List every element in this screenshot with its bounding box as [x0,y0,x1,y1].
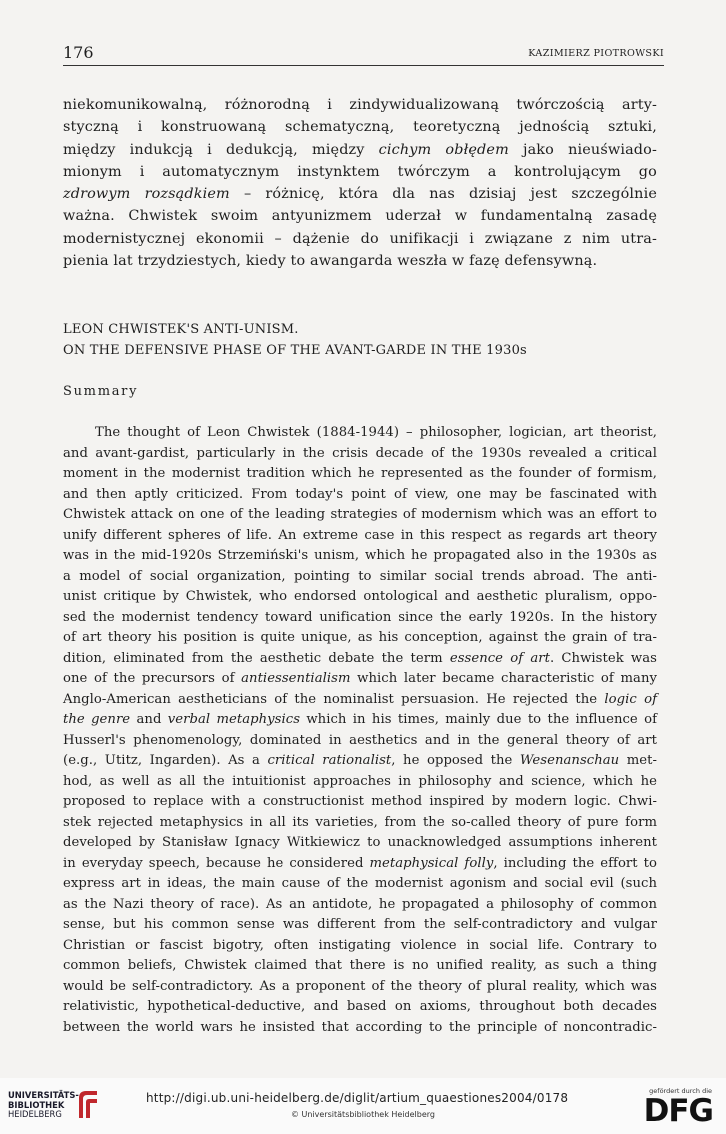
text-line: common beliefs, Chwistek claimed that there is no unified reality, as such a thing [63,958,657,973]
text-line: sed the modernist tendency toward unification since the early 1920s. In the history [63,609,657,625]
text-line: express art in ideas, the main cause of the modernist agonism and social evil (such [63,876,657,891]
digi-url-link[interactable]: http://digi.ub.uni-heidelberg.de/diglit/artium_quaestiones2004/0178 [146,1091,569,1105]
footer-bar [0,1078,726,1134]
text-line: between the world wars he insisted that according to the principle of noncontradic- [63,1019,657,1035]
text-line: Anglo-American aestheticians of the nominalist persuasion. He rejected the logic of [63,691,657,707]
text-line: in everyday speech, because he considered metaphysical folly, including the effort to [63,855,657,871]
text-line: a model of social organization, pointing to similar social trends abroad. The anti- [63,568,657,584]
text-line: mionym i automatycznym instynktem twórczym a kontrolującym go [63,163,657,180]
dfg-logo[interactable]: DFG [643,1093,713,1129]
dfg-caption: gefördert durch die [649,1087,712,1095]
text-line: ważna. Chwistek swoim antyunizmem uderzał w fundamentalną zasadę [63,208,657,225]
text-line: stek rejected metaphysics in all its varieties, from the so-called theory of pure form [63,814,657,830]
text-line: sense, but his common sense was different from the self-contradictory and vulgar [63,917,657,932]
logo-text-line: BIBLIOTHEK [8,1099,65,1110]
text-line: developed by Stanisław Ignacy Witkiewicz to unacknowledged assumptions inherent [63,835,657,850]
text-line: Christian or fascist bigotry, often instigating violence in social life. Contrary to [63,937,657,953]
text-line: of art theory his position is quite unique, as his conception, against the grain of tra- [63,630,657,645]
text-line: hod, as well as all the intuitionist approaches in philosophy and science, which he [63,773,657,789]
text-line: The thought of Leon Chwistek (1884-1944) – philosopher, logician, art theorist, [95,425,657,440]
text-line: (e.g., Utitz, Ingarden). As a critical rationalist, he opposed the Wesenanschau met- [63,753,657,768]
running-head: KAZIMIERZ PIOTROWSKI [528,48,664,59]
text-line: unist critique by Chwistek, who endorsed ontological and aesthetic pluralism, oppo- [63,589,657,604]
page-number: 176 [63,43,94,62]
text-line: relativistic, hypothetical-deductive, and based on axioms, throughout both decades [63,999,657,1014]
page-header [63,43,664,66]
text-line: the genre and verbal metaphysics which in his times, mainly due to the influence of [63,712,658,727]
logo-text-line: HEIDELBERG [8,1109,62,1119]
text-line: modernistycznej ekonomii – dążenie do unifikacji i związane z nim utra- [63,230,657,247]
text-line: Chwistek attack on one of the leading strategies of modernism which was an effort to [63,507,657,522]
text-line: niekomunikowalną, różnorodną i zindywidualizowaną twórczością arty- [63,97,657,113]
summary-heading: Summary [63,384,139,399]
text-line: proposed to replace with a constructionist method inspired by modern logic. Chwi- [63,794,657,809]
text-line: dition, eliminated from the aesthetic debate the term essence of art. Chwistek was [63,650,657,666]
text-line: as the Nazi theory of race). As an antidote, he propagated a philosophy of common [63,896,657,912]
copyright-notice: © Universitätsbibliothek Heidelberg [290,1110,435,1119]
text-line: między indukcją i dedukcją, między cichym obłędem jako nieuświado- [63,141,658,158]
text-line: and avant-gardist, particularly in the crisis decade of the 1930s revealed a critical [63,445,657,461]
text-line: one of the precursors of antiessentialism which later became characteristic of many [63,671,657,686]
text-line: zdrowym rozsądkiem – różnicę, która dla nas dzisiaj jest szczególnie [63,186,657,203]
text-line: moment in the modernist tradition which he represented as the founder of formism, [63,466,657,481]
text-line: pienia lat trzydziestych, kiedy to awangarda weszła w fazę defensywną. [63,253,598,270]
text-line: unify different spheres of life. An extreme case in this respect as regards art theory [63,527,657,543]
summary-title-line-1: LEON CHWISTEK'S ANTI-UNISM. [63,322,299,337]
text-line: would be self-contradictory. As a proponent of the theory of plural reality, which was [63,978,657,994]
text-line: Husserl's phenomenology, dominated in aesthetics and in the general theory of art [63,732,657,748]
text-line: and then aptly criticized. From today's point of view, one may be fascinated with [63,486,657,502]
summary-title-line-2: ON THE DEFENSIVE PHASE OF THE AVANT-GARDE IN THE 1930s [63,343,527,358]
polish-paragraph [63,94,657,272]
logo-text-line: UNIVERSITÄTS- [8,1090,79,1100]
text-line: styczną i konstruowaną schematyczną, teoretyczną jednością sztuki, [63,119,657,136]
summary-paragraph [63,423,657,1038]
text-line: was in the mid-1920s Strzemiński's unism, which he propagated also in the 1930s as [63,548,657,563]
